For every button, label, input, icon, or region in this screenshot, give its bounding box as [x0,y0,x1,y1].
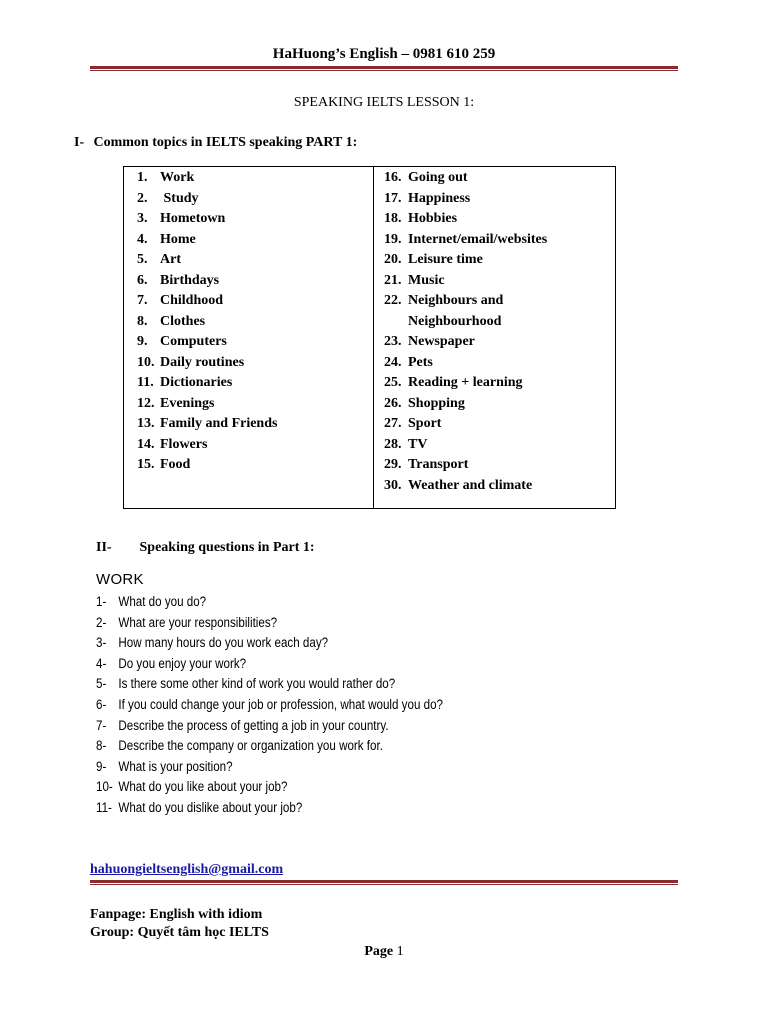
question-item-number: 2- [96,614,107,630]
topic-item-number: 8. [137,313,148,329]
question-item [96,674,443,695]
question-item [96,654,443,675]
question-item [96,633,443,654]
topic-item [137,189,277,210]
question-item-label: Is there some other kind of work you would rather do? [118,676,396,692]
question-item-label: What is your position? [118,758,233,774]
question-item [96,736,443,757]
topic-item-number: 28. [384,436,402,452]
topic-item [384,394,547,415]
question-item [96,777,443,798]
topic-item [137,394,277,415]
topic-item [384,189,547,210]
question-item-label: What do you dislike about your job? [118,799,303,815]
topic-item-number: 16. [384,170,402,185]
topic-item-number: 9. [137,334,148,349]
topic-item [384,476,547,497]
topic-item [137,312,277,333]
topic-item-number: 20. [384,252,402,267]
topic-item-label: Birthdays [160,272,220,288]
topic-item-label: Clothes [160,313,206,329]
question-item-number: 4- [96,655,107,671]
topic-item-label: Family and Friends [160,416,278,431]
question-item [96,716,443,737]
topic-item-label: Pets [408,354,433,370]
question-item-label: What do you do? [118,594,207,609]
topic-item-label: Going out [408,170,468,185]
topic-item-number: 12. [137,395,155,411]
topic-item-label: Hobbies [408,211,458,226]
topic-item-label: Study [160,190,199,206]
page-header: HaHuong’s English – 0981 610 259 [272,46,496,62]
topic-item-label: Reading + learning [408,375,523,390]
topic-item [137,291,277,312]
question-item-label: What do you like about your job? [118,779,288,795]
topics-left-column [137,168,277,476]
topic-item-number: 22. [384,293,402,308]
question-item-label: How many hours do you work each day? [118,635,329,651]
page-label: Page [364,944,394,959]
question-item [96,757,443,778]
document-title: SPEAKING IELTS LESSON 1: [293,95,475,110]
topic-item [384,455,547,476]
question-item-number: 9- [96,758,107,774]
topic-item-number: 24. [384,354,402,370]
question-item-label: Describe the process of getting a job in your country. [118,717,389,733]
topic-item-label: Food [160,457,191,472]
header-rule [90,66,678,71]
question-item-number: 5- [96,676,107,692]
question-item-number: 11- [96,799,112,815]
topic-item-number: 6. [137,272,148,288]
topic-item [137,209,277,230]
question-item-number: 8- [96,738,107,754]
topic-item [384,291,547,312]
footer-email-link[interactable]: hahuongieltsenglish@gmail.com [90,862,284,877]
topic-item [384,209,547,230]
work-heading: WORK [96,571,144,588]
section-1-heading [74,135,357,151]
topic-item-number: 17. [384,190,402,206]
question-item [96,798,443,819]
topic-item-number: 26. [384,395,402,411]
topic-item-label: TV [408,436,428,452]
question-item-number: 10- [96,779,113,795]
topic-item-number: 4. [137,231,148,247]
table-divider [373,167,374,508]
topic-item [384,435,547,456]
topic-item [384,168,547,189]
topic-item-number: 18. [384,211,402,226]
topic-item-number: 5. [137,252,148,267]
footer-fanpage: Fanpage: English with idiom [90,907,263,922]
topic-item [384,373,547,394]
topic-item [137,332,277,353]
topic-item-label: Internet/email/websites [408,231,548,247]
topic-item-continuation: Neighbourhood [408,313,502,329]
topic-item-label: Flowers [160,436,208,452]
question-item-number: 7- [96,717,107,733]
topic-item [137,435,277,456]
section-2-heading [96,540,315,556]
topic-item-label: Leisure time [408,252,483,267]
topic-item-number: 29. [384,457,402,472]
question-item-label: Do you enjoy your work? [118,655,247,671]
topic-item-number: 7. [137,293,148,308]
question-item-label: What are your responsibilities? [118,614,278,630]
topic-item [384,414,547,435]
footer-rule [90,880,678,885]
question-item [96,695,443,716]
topic-item-label: Newspaper [408,334,475,349]
question-item-number: 1- [96,594,107,609]
topic-item [137,373,277,394]
topic-item-label: Dictionaries [160,375,233,390]
section-1-number: I- [74,135,85,150]
section-2-number: II- [96,540,112,555]
topic-item-number: 19. [384,231,402,247]
topic-item-number: 15. [137,457,155,472]
page-number-value: 1 [396,944,404,959]
topic-item-label: Shopping [408,395,465,411]
topic-item-label: Daily routines [160,354,245,370]
topic-item-number: 25. [384,375,402,390]
topics-table [123,166,616,509]
section-1-text: Common topics in IELTS speaking PART 1: [93,135,358,150]
topic-item-number: 21. [384,272,402,288]
topic-item [384,271,547,292]
topics-right-column [384,168,547,496]
topic-item [137,455,277,476]
work-questions-list [96,592,443,819]
topic-item [384,353,547,374]
topic-item-label: Happiness [408,190,471,206]
topic-item [384,332,547,353]
topic-item [137,414,277,435]
topic-item-number: 30. [384,477,402,493]
topic-item [137,353,277,374]
topic-item-label: Art [160,252,181,267]
topic-item [137,230,277,251]
topic-item-number: 27. [384,416,402,431]
topic-item-label: Work [160,170,195,185]
question-item-label: Describe the company or organization you work for. [118,738,383,754]
topic-item-label: Childhood [160,293,224,308]
page-number [0,944,768,960]
question-item [96,613,443,634]
topic-item-label: Neighbours and [408,293,504,308]
footer-group: Group: Quyết tâm học IELTS [90,925,269,940]
topic-item [137,168,277,189]
topic-item-label: Transport [408,457,469,472]
topic-item-number: 23. [384,334,402,349]
topic-item-label: Sport [408,416,442,431]
section-2-text: Speaking questions in Part 1: [139,540,315,555]
topic-item [384,230,547,251]
topic-item-label: Hometown [160,211,226,226]
topic-item-label: Computers [160,334,227,349]
topic-item-label: Home [160,231,196,247]
topic-item-number: 10. [137,354,155,370]
topic-item-number: 13. [137,416,155,431]
question-item-label: If you could change your job or profession, what would you do? [118,696,444,712]
topic-item-number: 2. [137,190,148,206]
topic-item-number: 1. [137,170,148,185]
question-item [96,592,443,613]
question-item-number: 6- [96,696,107,712]
topic-item [137,271,277,292]
topic-item-number: 14. [137,436,155,452]
topic-item-label: Weather and climate [408,477,533,493]
topic-item-label: Evenings [160,395,215,411]
topic-item-label: Music [408,272,445,288]
question-item-number: 3- [96,635,107,651]
topic-item-number: 11. [137,375,154,390]
topic-item-number: 3. [137,211,148,226]
topic-item [384,250,547,271]
topic-item [137,250,277,271]
